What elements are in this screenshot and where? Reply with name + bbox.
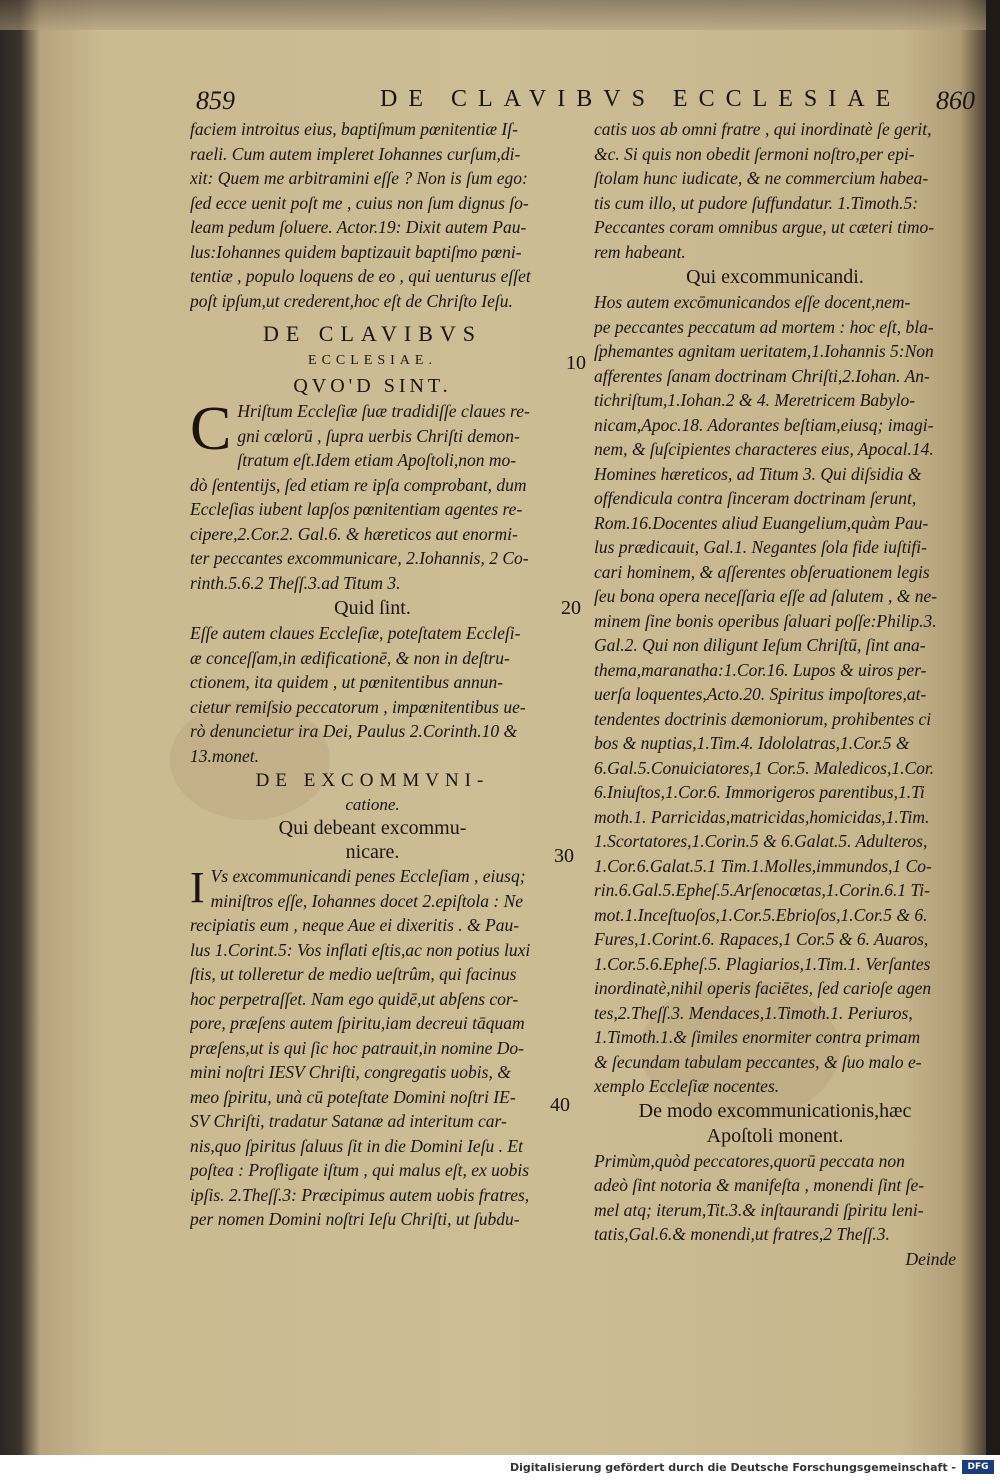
- text-line: ſeu bona opera neceſſaria eſſe ad ſalutem , & ne-: [594, 586, 938, 606]
- text-line: cari hominem, & aſſerentes obſeruationem legis: [594, 561, 930, 582]
- text-line: hoc perpetraſſet. Nam ego quidē,ut abſens cor-: [190, 988, 519, 1009]
- text-line: 1.Scortatores,1.Corin.5 & 6.Galat.5. Adulteros,: [594, 831, 928, 851]
- excommunication-paragraph: [190, 864, 555, 1232]
- text-line: xit: Quem me arbitramini eſſe ? Non is ſum ego:: [190, 168, 528, 188]
- line-number-20: 20: [561, 597, 581, 619]
- drop-capital: C: [190, 395, 232, 463]
- text-line: rinth.5.6.2 Theſſ.3.ad Titum 3.: [190, 572, 401, 593]
- dfg-logo: DFG: [962, 1460, 994, 1474]
- section-heading-catione: catione.: [345, 795, 400, 814]
- text-line: Fures,1.Corint.6. Rapaces,1 Cor.5 & 6. Auaros,: [594, 929, 929, 949]
- section-heading-qui-debeant: Qui debeant excommu-: [278, 817, 467, 839]
- text-line: recipiatis eum , neque Aue ei dixeritis . & Pau-: [190, 915, 520, 935]
- text-line: poſt ipſum,ut crederent,hoc eſt de Chriſto Ieſu.: [190, 290, 513, 311]
- section-heading-quod-sint: QVO'D SINT.: [293, 375, 452, 397]
- text-line: lus:Iohannes quidem baptizauit baptiſmo pœni-: [190, 241, 522, 262]
- text-line: ſtratum eſt.Idem etiam Apoſtoli,non mo-: [237, 450, 517, 470]
- text-line: minem ſine bonis operibus ſaluari poſſe:Philip.3.: [594, 610, 937, 631]
- text-line: inordinatè,nihil operis faciētes, ſed carioſe agen: [594, 978, 932, 998]
- text-line: faciem introitus eius, baptiſmum pœnitentiæ Iſ-: [190, 119, 518, 139]
- text-line: tis cum illo, ut pudore ſuffundatur. 1.Timoth.5:: [594, 192, 919, 213]
- text-line: & ſecundam tabulam peccantes, & ſuo malo e-: [594, 1051, 922, 1072]
- text-line: nis,quo ſpiritus ſaluus ſit in die Domini Ieſu . Et: [190, 1135, 523, 1156]
- text-line: Hriſtum Eccleſiæ ſuæ tradidiſſe claues re-: [237, 401, 530, 421]
- text-line: mot.1.Inceſtuoſos,1.Cor.5.Ebrioſos,1.Cor.5 & 6.: [594, 904, 928, 925]
- text-line: 6.Iniuſtos,1.Cor.6. Immorigeros parentibus,1.Ti: [594, 782, 925, 802]
- text-line: præſens,ut is qui ſic hoc patrauit,in nomine Do-: [190, 1037, 524, 1058]
- running-title: DE CLAVIBVS ECCLESIAE: [380, 86, 902, 112]
- text-line: Eſſe autem claues Eccleſiæ, poteſtatem Eccleſi-: [190, 623, 521, 643]
- text-line: rem habeant.: [594, 241, 686, 262]
- text-line: moth.1. Parricidas,matricidas,homicidas,1.Tim.: [594, 806, 930, 827]
- text-line: 6.Gal.5.Conuiciatores,1 Cor.5. Maledicos,1.Cor.: [594, 757, 935, 778]
- text-line: ſtis, ut tolleretur de medio ueſtrûm, qui facinus: [190, 964, 517, 984]
- text-line: tes,2.Theſſ.3. Mendaces,1.Timoth.1. Periuros,: [594, 1002, 913, 1023]
- text-line: miniſtros eſſe, Iohannes docet 2.epiſtola : Ne: [210, 890, 524, 911]
- text-line: offendicula contra ſinceram doctrinam ſerunt,: [594, 488, 917, 508]
- text-line: nicam,Apoc.18. Adorantes beſtiam,eiusq; imagi-: [594, 414, 934, 435]
- line-number-40: 40: [550, 1094, 570, 1116]
- section-heading-de-excommunicatione: DE EXCOMMVNI-: [255, 770, 490, 791]
- right-top-paragraph: [594, 117, 956, 264]
- right-text-column: [594, 117, 956, 1271]
- text-line: Eccleſias iubent lapſos pœnitentiam agentes re-: [190, 499, 523, 519]
- text-line: rò denuncietur ira Dei, Paulus 2.Corinth.10 &: [190, 721, 518, 741]
- text-line: ſphemantes agnitam ueritatem,1.Iohannis 5:Non: [594, 341, 934, 361]
- line-number-10: 10: [566, 352, 586, 374]
- quod-sint-paragraph: [190, 395, 555, 595]
- text-line: 13.monet.: [190, 745, 260, 766]
- section-heading-apostoli-monent: Apoſtoli monent.: [706, 1124, 844, 1147]
- text-line: ter peccantes excommunicare, 2.Iohannis, 2 Co-: [190, 548, 529, 568]
- quid-sint-paragraph: [190, 621, 555, 768]
- text-line: bos & nuptias,1.Tim.4. Idololatras,1.Cor.5 &: [594, 733, 910, 753]
- text-line: Primùm,quòd peccatores,quorū peccata non: [594, 1150, 905, 1171]
- text-line: 1.Timoth.1.& ſimiles enormiter contra primam: [594, 1027, 921, 1047]
- funding-notice: Digitalisierung gefördert durch die Deutsche Forschungsgemeinschaft -: [509, 1461, 956, 1474]
- section-heading-de-clavibus: DE CLAVIBVS: [262, 321, 482, 346]
- text-line: tendentes doctrinis dæmoniorum, prohibentes ci: [594, 708, 932, 729]
- text-line: mel atq; iterum,Tit.3.& inſtaurandi ſpiritu leni-: [594, 1199, 924, 1220]
- qui-excommunicandi-paragraph: [594, 290, 956, 1099]
- text-line: cipere,2.Cor.2. Gal.6. & hæreticos aut enormi-: [190, 523, 518, 544]
- de-modo-paragraph: [594, 1149, 956, 1247]
- page-right-edge: [986, 0, 1000, 1455]
- text-line: tentiæ , populo loquens de eo , qui uenturus eſſet: [190, 266, 531, 286]
- text-line: pore, præſens autem ſpiritu,iam decreui tāquam: [190, 1013, 525, 1033]
- text-line: æ conceſſam,in ædificationē, & non in deſtru-: [190, 647, 510, 668]
- text-line: 1.Cor.6.Galat.5.1 Tim.1.Molles,immundos,1 Co-: [594, 855, 932, 876]
- text-line: leam pedum ſoluere. Actor.19: Dixit autem Pau-: [190, 217, 527, 237]
- text-line: thema,maranatha:1.Cor.16. Lupos & uiros per-: [594, 659, 927, 680]
- text-line: Homines hæreticos, ad Titum 3. Qui diſsidia &: [594, 463, 922, 484]
- section-heading-qui-excommunicandi: Qui excommunicandi.: [686, 266, 864, 288]
- text-line: cietur remiſsio peccatorum , impœnitentibus ue-: [190, 696, 526, 717]
- text-line: raeli. Cum autem impleret Iohannes curſum,di-: [190, 143, 521, 164]
- text-line: uerſa loquentes,Acto.20. Spiritus impoſtores,at-: [594, 684, 927, 704]
- section-heading-de-modo: De modo excommunicationis,hæc: [638, 1099, 912, 1122]
- text-line: ſtolam hunc iudicate, & ne commercium habea-: [594, 168, 929, 188]
- text-line: Gal.2. Qui non diligunt Ieſum Chriſtū, ſint ana-: [594, 635, 926, 655]
- page-top-shadow: [0, 0, 1000, 30]
- text-line: lus prædicauit, Gal.1. Negantes ſola fide iuſtifi-: [594, 537, 927, 557]
- section-heading-nicare: nicare.: [345, 841, 400, 863]
- text-line: adeò ſint notoria & manifeſta , monendi ſint ſe-: [594, 1175, 925, 1195]
- footer-bar: [0, 1455, 1000, 1480]
- text-line: tatis,Gal.6.& monendi,ut fratres,2 Theſſ.3.: [594, 1224, 890, 1244]
- left-top-paragraph: [190, 117, 555, 313]
- text-line: Vs excommunicandi penes Eccleſiam , eiusq;: [210, 866, 526, 886]
- text-line: poſtea : Profligate iſtum , qui malus eſt, ex uobis: [190, 1160, 530, 1180]
- catchword: Deinde: [905, 1248, 956, 1269]
- text-line: meo ſpiritu, unà cū poteſtate Domini noſtri IE-: [190, 1086, 516, 1107]
- text-line: afferentes ſanam doctrinam Chriſti,2.Iohan. An-: [594, 365, 930, 386]
- page-number-left: 859: [196, 86, 235, 115]
- left-text-column: [190, 117, 555, 1232]
- text-line: rin.6.Gal.5.Epheſ.5.Arſenocœtas,1.Corin.6.1 Ti-: [594, 880, 930, 900]
- section-heading-ecclesiae: ECCLESIAE.: [308, 353, 437, 368]
- text-line: 1.Cor.5.6.Epheſ.5. Plagiarios,1.Tim.1. Verſantes: [594, 953, 931, 974]
- line-number-30: 30: [554, 845, 574, 867]
- text-line: Peccantes coram omnibus argue, ut cæteri timo-: [594, 217, 935, 237]
- section-heading-quid-sint: Quid ſint.: [334, 597, 411, 619]
- text-line: ipſis. 2.Theſſ.3: Præcipimus autem uobis fratres,: [190, 1184, 530, 1205]
- text-line: SV Chriſti, tradatur Satanæ ad interitum car-: [190, 1111, 507, 1131]
- text-line: ctionem, ita quidem , ut pœnitentibus annun-: [190, 672, 504, 692]
- text-line: &c. Si quis non obedit ſermoni noſtro,per epi-: [594, 143, 915, 164]
- text-line: ſed ecce uenit poſt me , cuius non ſum dignus ſo-: [190, 192, 529, 213]
- text-line: pe peccantes peccatum ad mortem : hoc eſt, bla-: [594, 316, 934, 337]
- page-number-right: 860: [936, 86, 975, 115]
- text-line: lus 1.Corint.5: Vos inflati eſtis,ac non potius luxi: [190, 939, 531, 960]
- text-line: dò ſententijs, ſed etiam re ipſa comprobant, dum: [190, 474, 527, 495]
- text-line: catis uos ab omni fratre , qui inordinatè ſe gerit,: [594, 119, 932, 139]
- text-line: Rom.16.Docentes aliud Euangelium,quàm Pau-: [594, 512, 929, 533]
- drop-capital: I: [190, 863, 205, 912]
- text-line: tichriſtum,1.Iohan.2 & 4. Meretricem Babylo-: [594, 390, 916, 410]
- text-line: xemplo Eccleſiæ nocentes.: [594, 1076, 780, 1096]
- text-line: nem, & ſuſcipientes characteres eius, Apocal.14.: [594, 439, 934, 459]
- text-line: per nomen Domini noſtri Ieſu Chriſti, ut ſubdu-: [190, 1209, 520, 1229]
- text-line: Hos autem excōmunicandos eſſe docent,nem-: [594, 292, 911, 312]
- text-line: mini noſtri IESV Chriſti, congregatis uobis, &: [190, 1062, 511, 1082]
- text-line: gni cœlorū , ſupra uerbis Chriſti demon-: [237, 425, 520, 446]
